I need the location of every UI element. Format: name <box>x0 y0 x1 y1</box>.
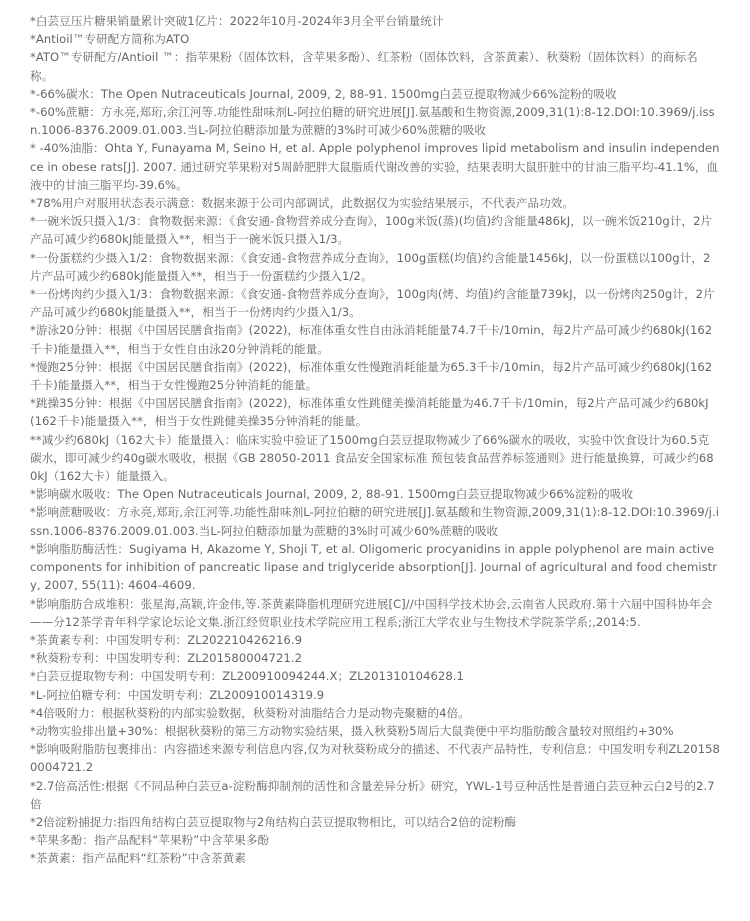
footnote-energy-reduction: **减少约680kJ（162大卡）能量摄入：临床实验中验证了1500mg白芸豆提取物减少了66%碳水的吸收，实验中饮食设计为60.5克碳水，即可减少约40g碳水吸收，根据《GB 28050-2011 食品安全国家标准 预包装食品营养标签通则》进行能量换算，可减少约680kJ（162大卡）能量摄入。 <box>30 432 714 484</box>
footnote-carb-absorption: *影响碳水吸收：The Open Nutraceuticals Journal, 2009, 2, 88-91. 1500mg白芸豆提取物减少66%淀粉的吸收 <box>30 487 634 502</box>
footnotes-list <box>30 12 720 868</box>
footnote-lipase-activity: *影响脂肪酶活性：Sugiyama H, Akazome Y, Shoji T, et al. Oligomeric procyanidins in apple polyphenol are main active components for inhibition of pancreatic lipase and triglyceride absorption[J]. Journal of agricultural and food chemistry, 2007, 55(11): 4604-4609. <box>30 541 718 593</box>
footnote-starch-capture-2x: *2倍淀粉捕捉力:指四角结构白芸豆提取物与2角结构白芸豆提取物相比，可以结合2倍的淀粉酶 <box>30 814 517 829</box>
footnote-sales-volume: *白芸豆压片糖果销量累计突破1亿片：2022年10月-2024年3月全平台销量统计 <box>30 14 444 28</box>
footnote-theaflavin-patent: *茶黄素专利：中国发明专利：ZL202210426216.9 <box>30 632 302 647</box>
footnote-sucrose-reduction: *-60%蔗糖：方永亮,郑珩,余江河等.功能性甜味剂L-阿拉伯糖的研究进展[J].氨基酸和生物资源,2009,31(1):8-12.DOI:10.3969/j.issn.1006-8376.2009.01.003.当L-阿拉伯糖添加量为蔗糖的3%时可减少60%蔗糖的吸收 <box>30 105 715 138</box>
footnote-aerobics: *跳操35分钟：根据《中国居民膳食指南》(2022)，标准体重女性跳健美操消耗能量为46.7千卡/10min，每2片产品可减少约680kJ(162千卡)能量摄入**，相当于女性跳健美操35分钟消耗的能量。 <box>30 396 709 429</box>
footnote-bbq-intake: *一份烤肉约少摄入1/3：食物数据来源：《食安通-食物营养成分查询》，100g肉(烤、均值)约含能量739kJ，以一份烤肉250g计，2片产品可减少约680kJ能量摄入**，相当于一份烤肉约少摄入1/3。 <box>30 287 715 320</box>
footnote-adsorption-4x: *4倍吸附力：根据秋葵粉的内部实验数据，秋葵粉对油脂结合力是动物壳聚糖的4倍。 <box>30 705 470 720</box>
footnote-user-satisfaction: *78%用户对服用状态表示满意：数据来源于公司内部调试，此数据仅为实验结果展示，不代表产品功效。 <box>30 196 575 211</box>
footnote-cake-intake: *一份蛋糕约少摄入1/2：食物数据来源：《食安通-食物营养成分查询》，100g蛋糕(均值)约含能量1456kJ，以一份蛋糕以100g计，2片产品可减少约680kJ能量摄入**，相当于一份蛋糕约少摄入1/2。 <box>30 250 711 283</box>
footnote-theaflavin: *茶黄素：指产品配料“红茶粉”中含茶黄素 <box>30 851 246 866</box>
footnote-ato-abbreviation: *Antioil™专研配方简称为ATO <box>30 32 190 47</box>
footnote-white-kidney-bean-patent: *白芸豆提取物专利：中国发明专利：ZL200910094244.X；ZL201310104628.1 <box>30 669 464 684</box>
footnote-jogging: *慢跑25分钟：根据《中国居民膳食指南》(2022)，标准体重女性慢跑消耗能量为65.3千卡/10min，每2片产品可减少约680kJ(162千卡)能量摄入**，相当于女性慢跑25分钟消耗的能量。 <box>30 359 713 393</box>
footnote-okra-patent: *秋葵粉专利：中国发明专利：ZL201580004721.2 <box>30 651 302 666</box>
footnote-fat-synthesis: *影响脂肪合成堆积：张星海,高颖,许金伟,等.茶黄素降脂机理研究进展[C]//中国科学技术协会,云南省人民政府.第十六届中国科协年会——分12茶学青年科学家论坛论文集.浙江经贸职业技术学院应用工程系;浙江大学农业与生物技术学院茶学系;,2014:5. <box>30 596 713 629</box>
footnote-arabinose-patent: *L-阿拉伯糖专利：中国发明专利：ZL200910014319.9 <box>30 687 325 702</box>
footnote-animal-experiment: *动物实验排出量+30%：根据秋葵粉的第三方动物实验结果，摄入秋葵粉5周后大鼠粪便中平均脂肪酸含量较对照组约+30% <box>30 723 674 738</box>
footnote-ato-definition: *ATO™专研配方/Antioil ™：指苹果粉（固体饮料，含苹果多酚）、红茶粉（固体饮料，含茶黄素）、秋葵粉（固体饮料）的商标名称。 <box>30 50 698 83</box>
footnote-fat-reduction: * -40%油脂：Ohta Y, Funayama M, Seino H, et al. Apple polyphenol improves lipid metabolism and insulin independence in obese rats[J]. 2007. 通过研究苹果粉对5周龄肥胖大鼠脂质代谢改善的实验，结果表明大鼠肝脏中的甘油三脂平均-41.1%，血液中的甘油三脂平均-39.6%。 <box>30 141 720 192</box>
footnote-swimming: *游泳20分钟：根据《中国居民膳食指南》(2022)，标准体重女性自由泳消耗能量74.7千卡/10min，每2片产品可减少约680kJ(162千卡)能量摄入**，相当于女性自由泳20分钟消耗的能量。 <box>30 323 713 356</box>
footnote-carb-reduction: *-66%碳水：The Open Nutraceuticals Journal, 2009, 2, 88-91. 1500mg白芸豆提取物减少66%淀粉的吸收 <box>30 86 617 101</box>
footnote-sucrose-absorption: *影响蔗糖吸收：方永亮,郑珩,余江河等.功能性甜味剂L-阿拉伯糖的研究进展[J].氨基酸和生物资源,2009,31(1):8-12.DOI:10.3969/j.issn.1006-8376.2009.01.003.当L-阿拉伯糖添加量为蔗糖的3%时可减少60%蔗糖的吸收 <box>30 505 719 538</box>
footnote-apple-polyphenol: *苹果多酚：指产品配料“苹果粉”中含苹果多酚 <box>30 833 270 848</box>
footnote-fat-wrapping: *影响吸附脂肪包裹排出：内容描述来源专利信息内容,仅为对秋葵粉成分的描述、不代表产品特性，专利信息：中国发明专利ZL201580004721.2 <box>30 742 720 775</box>
footnote-activity-2-7x: *2.7倍高活性:根据《不同品种白芸豆a-淀粉酶抑制剂的活性和含量差异分析》研究，YWL-1号豆种活性是普通白芸豆种云白2号的2.7倍 <box>30 778 715 811</box>
footnote-rice-intake: *一碗米饭只摄入1/3：食物数据来源：《食安通-食物营养成分查询》，100g米饭(蒸)(均值)约含能量486kJ，以一碗米饭210g计，2片产品可减少约680kJ能量摄入**，相当于一碗米饭只摄入1/3。 <box>30 214 713 247</box>
